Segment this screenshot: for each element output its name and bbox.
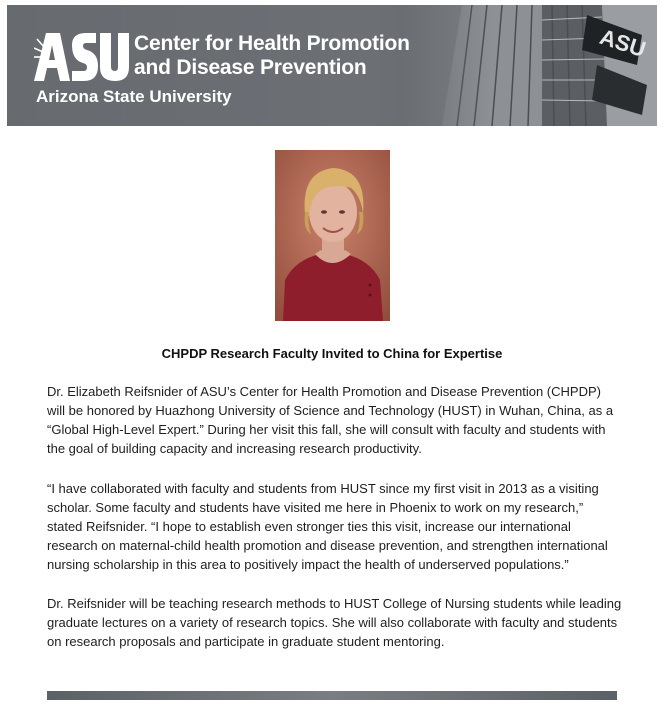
article-paragraph-1: Dr. Elizabeth Reifsnider of ASU’s Center for Health Promotion and Disease Prevention (CHPDP) will be honored by Huazhong University of Science and Technology (HUST) in Wuhan, China, as a “Global High-Level Expert.” During her visit this fall, she will consult with faculty and students with the goal of building capacity and increasing research productivity. <box>47 384 614 456</box>
building-photo <box>402 5 657 126</box>
article-paragraph-2: “I have collaborated with faculty and students from HUST since my first visit in 2013 as a visiting scholar. Some faculty and students have visited me here in Phoenix to work on my research,” stated Reifsnider. “I hope to establish even stronger ties this visit, increase our international research on maternal-child health promotion and disease prevention, and strengthen international nursing scholarship in this area to positively impact the health of underserved populations.” <box>47 481 608 572</box>
footer-divider <box>47 691 617 700</box>
portrait-photo <box>275 150 390 321</box>
asu-logo <box>34 33 129 81</box>
university-name: Arizona State University <box>36 87 232 106</box>
center-title-line2: and Disease Prevention <box>134 56 367 79</box>
center-title-line1: Center for Health Promotion <box>134 32 410 55</box>
article-paragraph-3: Dr. Reifsnider will be teaching research methods to HUST College of Nursing students while leading graduate lectures on a variety of research topics. She will also collaborate with faculty and students on research proposals and participate in graduate student mentoring. <box>47 596 622 649</box>
center-title <box>134 32 410 80</box>
header-banner <box>7 5 657 126</box>
article-headline: CHPDP Research Faculty Invited to China for Expertise <box>161 346 503 361</box>
